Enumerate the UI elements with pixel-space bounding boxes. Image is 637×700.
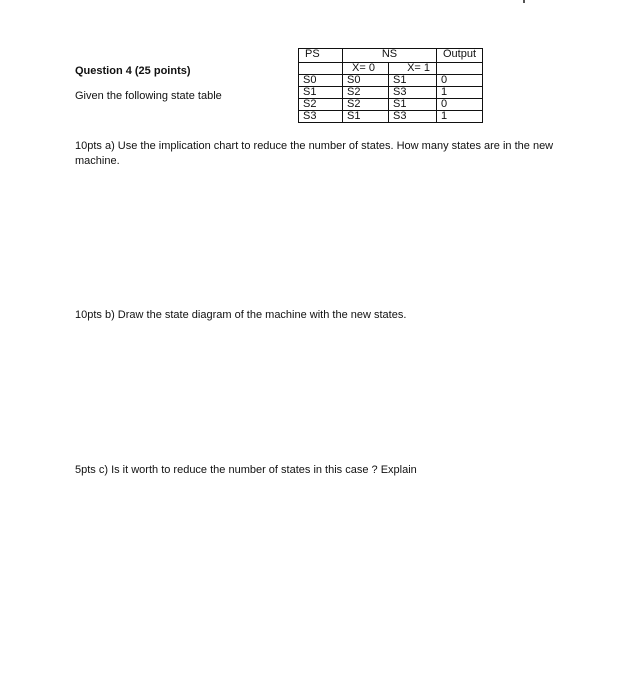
state-table bbox=[298, 48, 483, 123]
page-edge-mark bbox=[523, 0, 525, 3]
cell-x0: S2 bbox=[343, 99, 389, 111]
cell-x0: S1 bbox=[343, 111, 389, 123]
question-intro: Given the following state table bbox=[75, 90, 222, 102]
cell-x0: S2 bbox=[343, 87, 389, 99]
cell-output: 0 bbox=[437, 75, 483, 87]
cell-ps: S0 bbox=[299, 75, 343, 87]
table-header-row bbox=[299, 49, 483, 63]
cell-x1: S1 bbox=[389, 75, 437, 87]
subheader-x0: X= 0 bbox=[343, 63, 389, 75]
cell-x0: S0 bbox=[343, 75, 389, 87]
table-subheader-row bbox=[299, 63, 483, 75]
table-row bbox=[299, 75, 483, 87]
table-row bbox=[299, 87, 483, 99]
subheader-output-blank bbox=[437, 63, 483, 75]
cell-output: 1 bbox=[437, 87, 483, 99]
question-title: Question 4 (25 points) bbox=[75, 65, 191, 77]
cell-output: 1 bbox=[437, 111, 483, 123]
cell-ps: S1 bbox=[299, 87, 343, 99]
part-c-text: 5pts c) Is it worth to reduce the number of states in this case ? Explain bbox=[75, 464, 417, 476]
cell-x1: S1 bbox=[389, 99, 437, 111]
part-a-text: 10pts a) Use the implication chart to reduce the number of states. How many states are in the new machine. bbox=[75, 140, 554, 167]
table-row bbox=[299, 99, 483, 111]
table-row bbox=[299, 111, 483, 123]
cell-ps: S2 bbox=[299, 99, 343, 111]
subheader-x1: X= 1 bbox=[389, 63, 437, 75]
cell-output: 0 bbox=[437, 99, 483, 111]
subheader-ps-blank bbox=[299, 63, 343, 75]
header-output: Output bbox=[437, 49, 483, 63]
part-b-text: 10pts b) Draw the state diagram of the machine with the new states. bbox=[75, 309, 407, 321]
cell-x1: S3 bbox=[389, 87, 437, 99]
header-ns: NS bbox=[343, 49, 437, 63]
cell-x1: S3 bbox=[389, 111, 437, 123]
header-ps: PS bbox=[299, 49, 343, 63]
cell-ps: S3 bbox=[299, 111, 343, 123]
